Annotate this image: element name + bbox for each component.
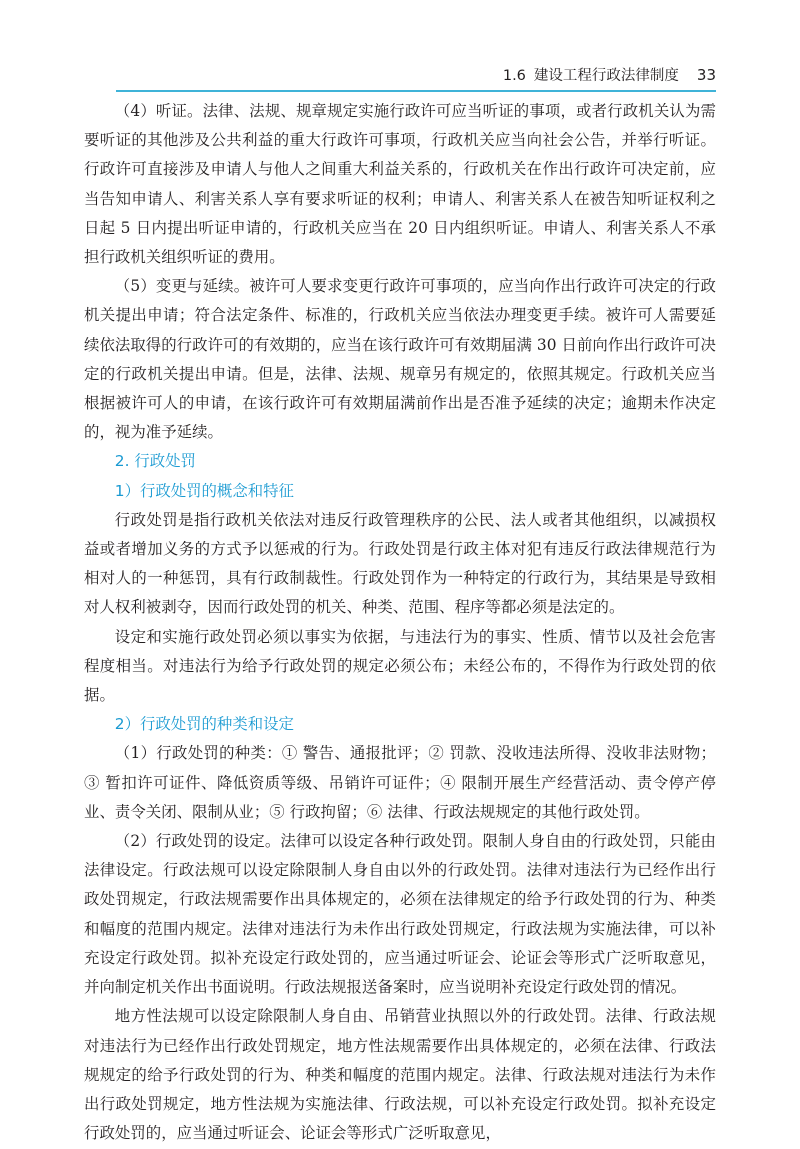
paragraph-penalty-setting: （2）行政处罚的设定。法律可以设定各种行政处罚。限制人身自由的行政处罚，只能由法律设定。行政法规可以设定除限制人身自由以外的行政处罚。法律对违法行为已经作出行政处罚规定，行政法规需要作出具体规定的，必须在法律规定的给予行政处罚的行为、种类和幅度的范围内规定。法律对违法行为未作出行政处罚规定，行政法规为实施法律，可以补充设定行政处罚。拟补充设定行政处罚的，应当通过听证会、论证会等形式广泛听取意见，并向制定机关作出书面说明。行政法规报送备案时，应当说明补充设定行政处罚的情况。 (84, 832, 716, 997)
page-body (84, 97, 716, 1148)
section-title: 建设工程行政法律制度 (533, 68, 679, 84)
page-header (116, 64, 716, 88)
section-number: 1.6 (502, 68, 526, 84)
running-head (503, 64, 716, 85)
paragraph-penalty-basis: 设定和实施行政处罚必须以事实为依据，与违法行为的事实、性质、情节以及社会危害程度相当。对违法行为给予行政处罚的规定必须公布；未经公布的，不得作为行政处罚的依据。 (84, 627, 716, 705)
paragraph-penalty-kinds: （1）行政处罚的种类：① 警告、通报批评；② 罚款、没收违法所得、没收非法财物；③ 暂扣许可证件、降低资质等级、吊销许可证件；④ 限制开展生产经营活动、责令停产停业、责令关闭、限制从业；⑤ 行政拘留；⑥ 法律、行政法规规定的其他行政处罚。 (84, 744, 716, 821)
paragraph-change-extension: （5）变更与延续。被许可人要求变更行政许可事项的，应当向作出行政许可决定的行政机关提出申请；符合法定条件、标准的，行政机关应当依法办理变更手续。被许可人需要延续依法取得的行政许可的有效期的，应当在该行政许可有效期届满 30 日前向作出行政许可决定的行政机关提出申请。但是，法律、法规、规章另有规定的，依照其规定。行政机关应当根据被许可人的申请，在该行政许可有效期届满前作出是否准予延续的决定；逾期未作决定的，视为准予延续。 (84, 277, 716, 442)
paragraph-hearing: （4）听证。法律、法规、规章规定实施行政许可应当听证的事项，或者行政机关认为需要听证的其他涉及公共利益的重大行政许可事项，行政机关应当向社会公告，并举行听证。行政许可直接涉及申请人与他人之间重大利益关系的，行政机关在作出行政许可决定前，应当告知申请人、利害关系人享有要求听证的权利；申请人、利害关系人在被告知听证权利之日起 5 日内提出听证申请的，行政机关应当在 20 日内组织听证。申请人、利害关系人不承担行政机关组织听证的费用。 (84, 102, 716, 267)
heading-penalty-kinds: 2）行政处罚的种类和设定 (114, 715, 294, 734)
page-number: 33 (696, 66, 716, 84)
heading-penalty-concept: 1）行政处罚的概念和特征 (114, 481, 294, 500)
heading-administrative-penalty: 2. 行政处罚 (114, 452, 196, 471)
paragraph-local-regulations: 地方性法规可以设定除限制人身自由、吊销营业执照以外的行政处罚。法律、行政法规对违法行为已经作出行政处罚规定，地方性法规需要作出具体规定的，必须在法律、行政法规规定的给予行政处罚的行为、种类和幅度的范围内规定。法律、行政法规对违法行为未作出行政处罚规定，地方性法规为实施法律、行政法规，可以补充设定行政处罚。拟补充设定行政处罚的，应当通过听证会、论证会等形式广泛听取意见， (84, 1007, 716, 1143)
paragraph-penalty-concept: 行政处罚是指行政机关依法对违反行政管理秩序的公民、法人或者其他组织，以减损权益或者增加义务的方式予以惩戒的行为。行政处罚是行政主体对犯有违反行政法律规范行为相对人的一种惩罚，具有行政制裁性。行政处罚作为一种特定的行政行为，其结果是导致相对人权利被剥夺，因而行政处罚的机关、种类、范围、程序等都必须是法定的。 (84, 510, 716, 617)
header-rule (116, 90, 716, 92)
